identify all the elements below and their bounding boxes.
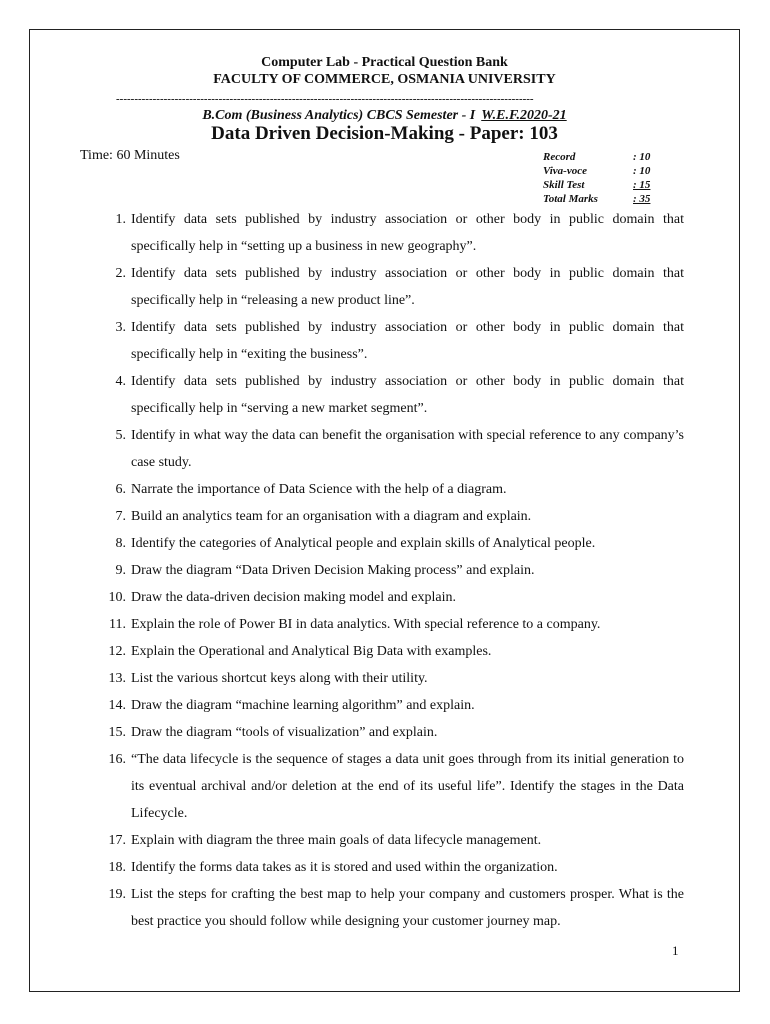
question-number: 3. (115, 320, 126, 335)
question-text: Draw the diagram “Data Driven Decision Making process” and explain. (131, 563, 535, 578)
question-text: Identify in what way the data can benefit the organisation with special reference to any company’s case study. (131, 428, 684, 470)
question-text: Draw the diagram “machine learning algorithm” and explain. (131, 698, 475, 713)
question-text: Explain with diagram the three main goals of data lifecycle management. (131, 833, 542, 848)
course-line (30, 108, 739, 124)
question-text: Identify data sets published by industry association or other body in public domain that specifically help in “exiting the business”. (131, 320, 684, 362)
question-item (90, 584, 684, 611)
question-item (90, 719, 684, 746)
document-page (29, 29, 740, 992)
question-item (90, 638, 684, 665)
course-name: B.Com (Business Analytics) CBCS Semester - I (202, 108, 476, 123)
question-item (90, 368, 684, 422)
marks-label: Viva-voce (543, 165, 587, 177)
question-text: Identify the categories of Analytical people and explain skills of Analytical people. (131, 536, 596, 551)
question-number: 1. (115, 212, 126, 227)
question-item (90, 827, 684, 854)
question-item (90, 665, 684, 692)
question-number: 19. (108, 887, 126, 902)
header-line-1: Computer Lab - Practical Question Bank (261, 55, 508, 70)
question-item (90, 530, 684, 557)
page-number: 1 (672, 943, 679, 958)
question-text: Explain the role of Power BI in data analytics. With special reference to a company. (131, 617, 601, 632)
question-item (90, 881, 684, 935)
question-item (90, 692, 684, 719)
question-number: 5. (115, 428, 126, 443)
question-number: 2. (115, 266, 126, 281)
question-text: List the steps for crafting the best map to help your company and customers prosper. What is the best practice you should follow while designing your customer journey map. (131, 887, 684, 929)
header-rule: ------------------------------------------------------------------------------------------------------------------ (116, 93, 534, 105)
marks-value: : 35 (633, 193, 651, 205)
paper-title: Data Driven Decision-Making - Paper: 103 (211, 123, 558, 144)
question-number: 11. (109, 617, 126, 632)
question-item (90, 557, 684, 584)
question-number: 12. (108, 644, 126, 659)
question-text: Explain the Operational and Analytical Big Data with examples. (131, 644, 492, 659)
marks-row (543, 150, 650, 164)
question-item (90, 314, 684, 368)
question-number: 16. (108, 752, 126, 767)
question-text: Identify the forms data takes as it is stored and used within the organization. (131, 860, 558, 875)
question-number: 10. (108, 590, 126, 605)
question-number: 13. (108, 671, 126, 686)
marks-value: : 15 (633, 179, 651, 191)
header-line-2: FACULTY OF COMMERCE, OSMANIA UNIVERSITY (213, 72, 556, 87)
question-item (90, 746, 684, 827)
question-text: Identify data sets published by industry association or other body in public domain that specifically help in “serving a new market segment”. (131, 374, 684, 416)
question-number: 7. (115, 509, 126, 524)
question-item (90, 611, 684, 638)
question-text: Draw the diagram “tools of visualization” and explain. (131, 725, 438, 740)
question-text: Build an analytics team for an organisation with a diagram and explain. (131, 509, 532, 524)
question-number: 14. (108, 698, 126, 713)
marks-label: Record (543, 151, 576, 163)
question-item (90, 476, 684, 503)
question-text: “The data lifecycle is the sequence of stages a data unit goes through from its initial generation to its eventual archival and/or deletion at the end of its useful life”. Identify the stages in the Data Lifecycle. (131, 752, 684, 821)
marks-table (543, 150, 650, 206)
question-number: 15. (108, 725, 126, 740)
marks-value: : 10 (633, 165, 651, 177)
question-text: Narrate the importance of Data Science with the help of a diagram. (131, 482, 507, 497)
question-item (90, 854, 684, 881)
marks-row (543, 178, 650, 192)
question-text: Draw the data-driven decision making model and explain. (131, 590, 457, 605)
question-number: 6. (115, 482, 126, 497)
question-text: List the various shortcut keys along with their utility. (131, 671, 428, 686)
question-list (90, 206, 684, 935)
wef-label: W.E.F.2020-21 (481, 108, 567, 123)
question-number: 9. (115, 563, 126, 578)
question-number: 17. (108, 833, 126, 848)
marks-label: Total Marks (543, 193, 598, 205)
marks-value: : 10 (633, 151, 651, 163)
time-label: Time: 60 Minutes (80, 148, 180, 163)
question-text: Identify data sets published by industry association or other body in public domain that specifically help in “setting up a business in new geography”. (131, 212, 684, 254)
question-number: 18. (108, 860, 126, 875)
marks-label: Skill Test (543, 179, 585, 191)
marks-row (543, 192, 650, 206)
question-item (90, 260, 684, 314)
question-item (90, 206, 684, 260)
marks-row (543, 164, 650, 178)
question-number: 8. (115, 536, 126, 551)
question-text: Identify data sets published by industry association or other body in public domain that specifically help in “releasing a new product line”. (131, 266, 684, 308)
question-item (90, 503, 684, 530)
question-item (90, 422, 684, 476)
question-number: 4. (115, 374, 126, 389)
